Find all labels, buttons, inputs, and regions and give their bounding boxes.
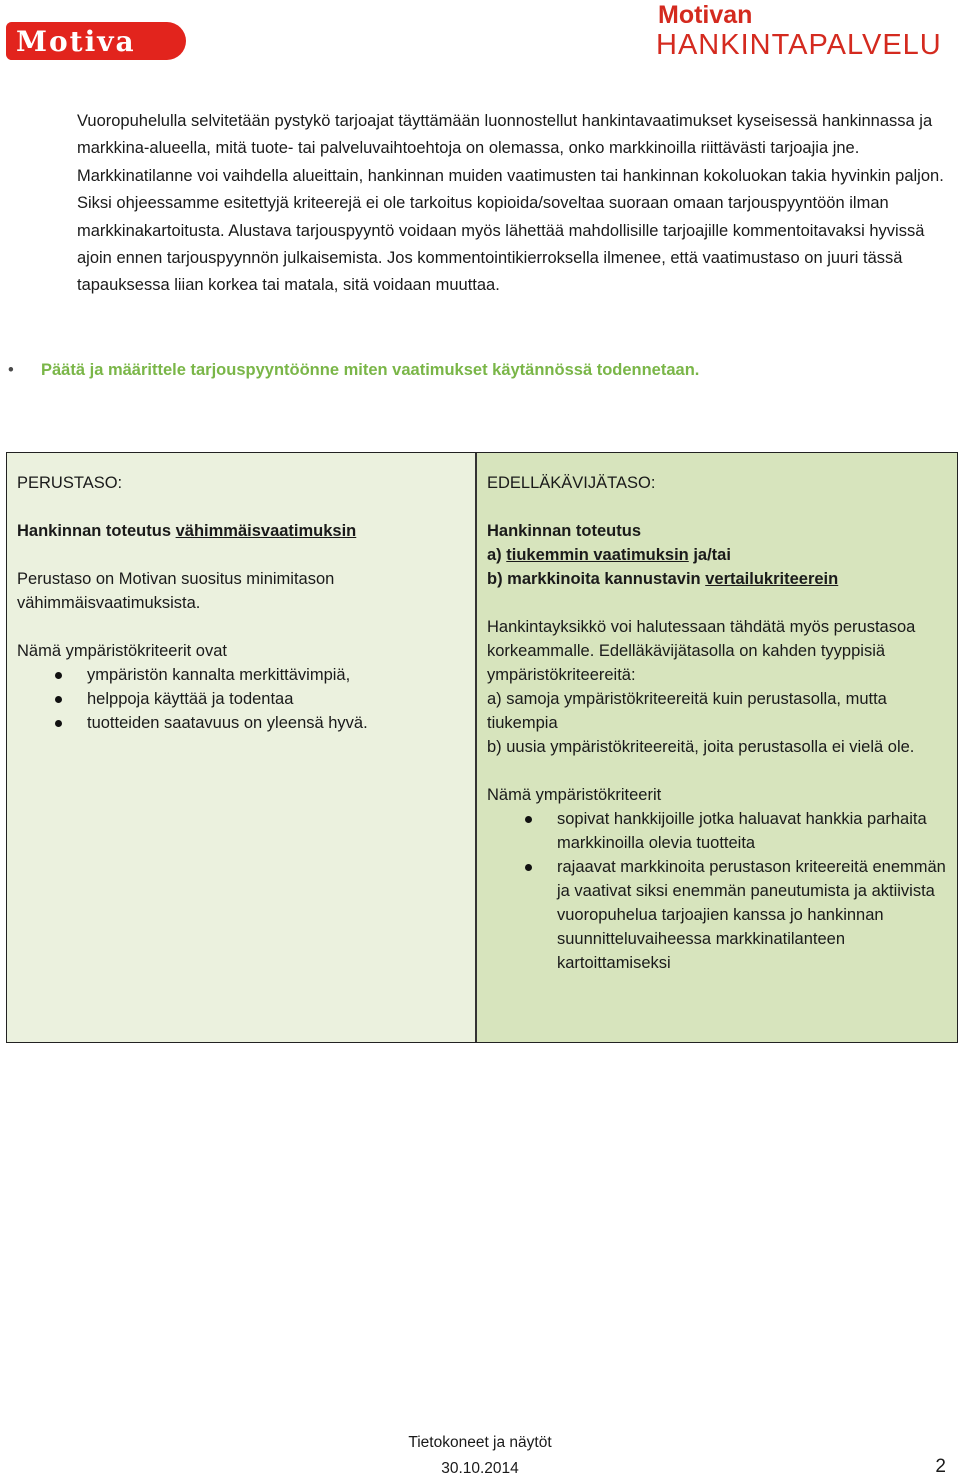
- criteria-table: [6, 452, 958, 1043]
- advanced-level-title: EDELLÄKÄVIJÄTASO:: [487, 474, 656, 492]
- advanced-criteria-intro: Nämä ympäristökriteerit: [487, 786, 662, 804]
- hankintapalvelu-logo-line1: Motivan: [658, 1, 753, 29]
- basic-level-title: PERUSTASO:: [17, 474, 123, 492]
- advanced-option-a: a) tiukemmin vaatimuksin ja/tai: [487, 546, 731, 564]
- basic-criteria-intro: Nämä ympäristökriteerit ovat: [17, 642, 227, 660]
- list-item: rajaavat markkinoita perustason kriteereitä enemmän ja vaativat siksi enemmän paneutumista ja aktiivista vuoropuhelua tarjoajien kanssa jo hankinnan suunnitteluvaiheessa markkinatilanteen kartoittamiseksi: [487, 855, 947, 975]
- basic-criteria-list: [17, 663, 465, 735]
- motiva-logo: [6, 22, 186, 60]
- advanced-level-column: [477, 453, 957, 1042]
- list-item: helppoja käyttää ja todentaa: [17, 687, 465, 711]
- motiva-logo-text: Motiva: [16, 24, 136, 58]
- advanced-level-heading: Hankinnan toteutus: [487, 522, 642, 540]
- list-item: ympäristön kannalta merkittävimpiä,: [17, 663, 465, 687]
- footer-document-title: Tietokoneet ja näytöt: [408, 1434, 552, 1451]
- page-number: 2: [935, 1456, 946, 1477]
- hankintapalvelu-logo-line2: HANKINTAPALVELU: [656, 29, 942, 61]
- advanced-type-b: b) uusia ympäristökriteereitä, joita perustasolla ei vielä ole.: [487, 738, 915, 756]
- advanced-criteria-list: [487, 807, 947, 975]
- advanced-type-a: a) samoja ympäristökriteereitä kuin perustasolla, mutta tiukempia: [487, 690, 887, 732]
- basic-level-column: [7, 453, 477, 1042]
- list-item: tuotteiden saatavuus on yleensä hyvä.: [17, 711, 465, 735]
- green-bullet-text: Päätä ja määrittele tarjouspyyntöönne miten vaatimukset käytännössä todennetaan.: [41, 361, 700, 379]
- advanced-option-b: b) markkinoita kannustavin vertailukriteerein: [487, 570, 839, 588]
- basic-level-description: Perustaso on Motivan suositus minimitason vähimmäisvaatimuksista.: [17, 570, 335, 612]
- list-item: sopivat hankkijoille jotka haluavat hankkia parhaita markkinoilla olevia tuotteita: [487, 807, 947, 855]
- hankintapalvelu-logo: [656, 0, 946, 60]
- intro-paragraph: Vuoropuhelulla selvitetään pystykö tarjoajat täyttämään luonnostellut hankintavaatimukset kyseisessä hankinnassa ja markkina-alueella, mitä tuote- tai palveluvaihtoehtoja on olemassa, onko markkinoilla riittävästi tarjoajia jne. Markkinatilanne voi vaihdella alueittain, hankinnan muiden vaatimusten tai hankinnan kokoluokan takia hyvinkin paljon. Siksi ohjeessamme esitettyjä kriteerejä ei ole tarkoitus kopioida/soveltaa suoraan omaan tarjouspyyntöön ilman markkinakartoitusta. Alustava tarjouspyyntö voidaan myös lähettää mahdollisille tarjoajille kommentoitavaksi hyvissä ajoin ennen tarjouspyynnön julkaisemista. Jos kommentointikierroksella ilmenee, että vaatimustaso on juuri tässä tapauksessa liian korkea tai matala, sitä voidaan muuttaa.: [77, 112, 944, 295]
- footer-date: 30.10.2014: [441, 1460, 519, 1477]
- bullet-dot-icon: •: [8, 361, 14, 379]
- basic-level-heading: Hankinnan toteutus vähimmäisvaatimuksin: [17, 522, 357, 540]
- advanced-level-description: Hankintayksikkö voi halutessaan tähdätä myös perustasoa korkeammalle. Edelläkävijätasolla on kahden tyyppisiä ympäristökriteereitä:: [487, 618, 916, 684]
